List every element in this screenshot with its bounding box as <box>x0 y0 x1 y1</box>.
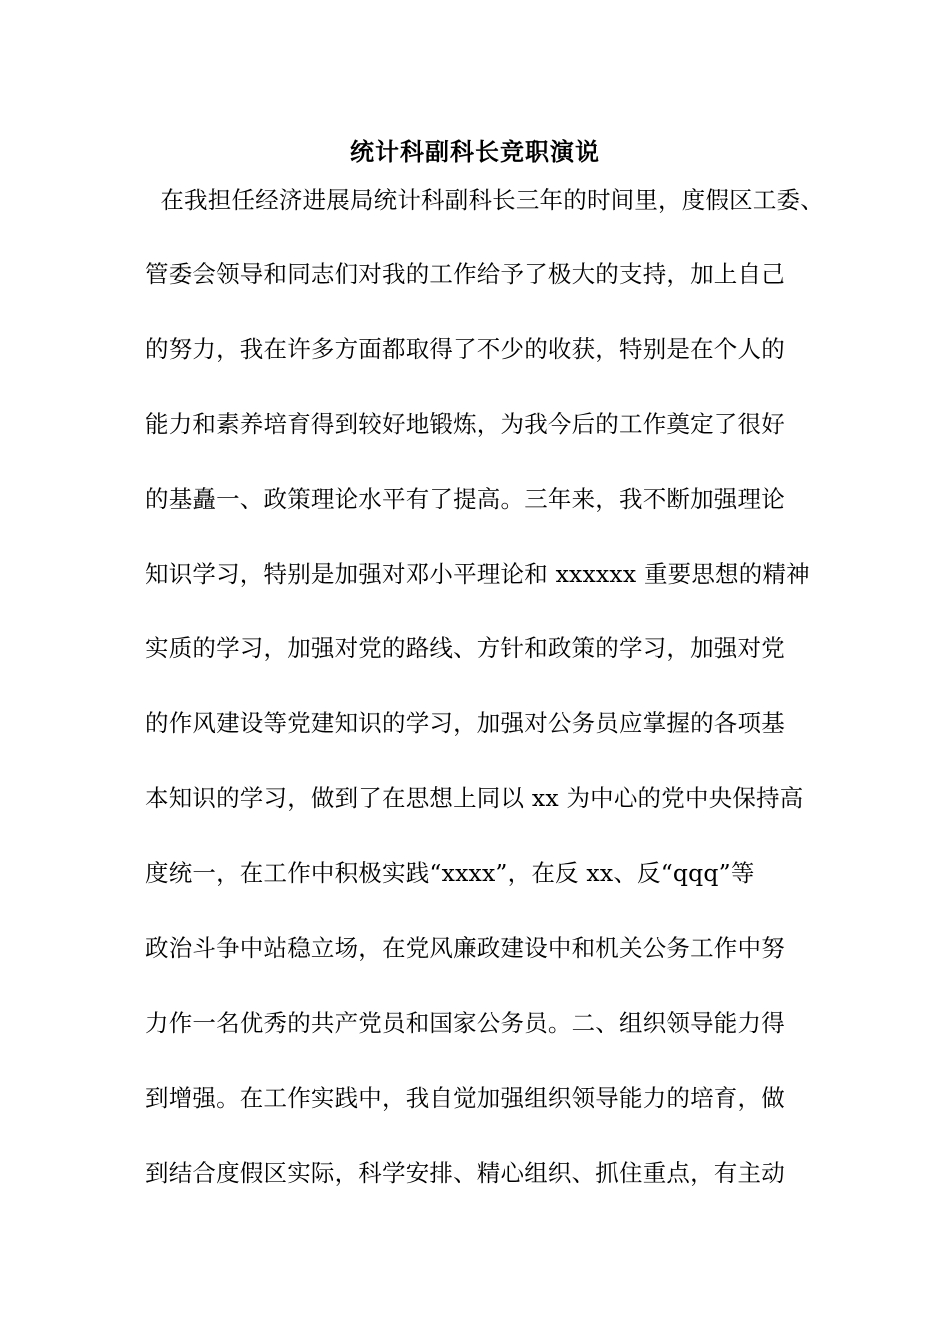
body-line-5: 的基矗一、政策理论水平有了提高。三年来，我不断加强理论 <box>145 485 785 513</box>
document-title: 统计科副科长竞职演说 <box>350 137 600 166</box>
body-line-7: 实质的学习，加强对党的路线、方针和政策的学习，加强对党 <box>145 634 785 662</box>
body-line-8: 的作风建设等党建知识的学习，加强对公务员应掌握的各项基 <box>145 709 785 737</box>
body-line-11: 政治斗争中站稳立场，在党风廉政建设中和机关公务工作中努 <box>145 934 785 962</box>
body-line-14: 到结合度假区实际，科学安排、精心组织、抓住重点，有主动 <box>145 1159 785 1187</box>
body-line-13: 到增强。在工作实践中，我自觉加强组织领导能力的培育，做 <box>145 1084 785 1112</box>
body-line-10: 度统一，在工作中积极实践“xxxx”，在反 xx、反“qqq”等 <box>145 859 755 887</box>
body-line-9: 本知识的学习，做到了在思想上同以 xx 为中心的党中央保持高 <box>145 784 804 812</box>
body-line-3: 的努力，我在许多方面都取得了不少的收获，特别是在个人的 <box>145 335 785 363</box>
body-line-6: 知识学习，特别是加强对邓小平理论和 xxxxxx 重要思想的精神 <box>145 560 810 588</box>
body-line-12: 力作一名优秀的共产党员和国家公务员。二、组织领导能力得 <box>145 1009 785 1037</box>
body-line-1: 在我担任经济进展局统计科副科长三年的时间里，度假区工委、 <box>145 186 824 214</box>
body-line-4: 能力和素养培育得到较好地锻炼，为我今后的工作奠定了很好 <box>145 410 785 438</box>
body-line-2: 管委会领导和同志们对我的工作给予了极大的支持，加上自己 <box>145 260 785 288</box>
